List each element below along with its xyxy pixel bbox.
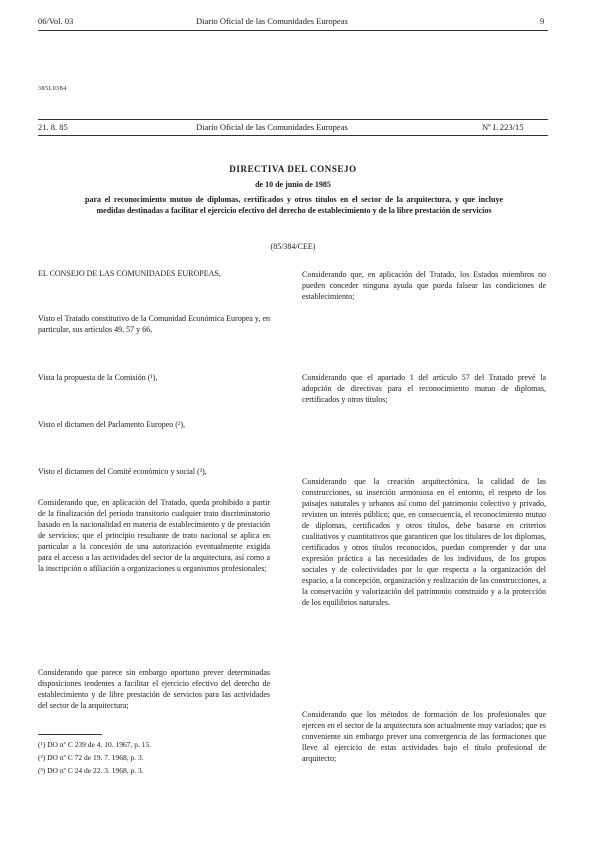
recital-non-discrimination: Considerando que, en aplicación del Tratado, queda prohibido a partir de la finalización del período transitorio cualquier trato discriminatorio basado en la nacionalidad en materia de establecimiento y de prestación de servicios; que el principio resultante de trato nacional se aplica en particular a la concesión de una autorización eventualmente exigida para el acceso a las actividades del sector de la arquitectura, así como a la inscripción o afiliación a organizaciones u organismos profesionales; — [38, 498, 270, 573]
directive-subject: para el reconocimiento mutuo de diplomas, certificados y otros títulos en el sector de la arquitectura, y que incluye medidas destinadas a facilitar el ejercicio efectivo del derecho de establecimiento y de la libre prestación de servicios — [85, 195, 503, 215]
journal-header-rule-bottom — [38, 135, 548, 136]
recital-ecosoc-opinion: Visto el dictamen del Comité económico y social (³), — [38, 467, 207, 476]
running-header-page-number: 9 — [540, 16, 545, 26]
council-heading: EL CONSEJO DE LAS COMUNIDADES EUROPEAS, — [38, 269, 221, 278]
recital-state-aid: Considerando que, en aplicación del Tratado, los Estados miembros no pueden conceder ninguna ayuda que pueda falsear las condiciones de establecimiento; — [302, 270, 546, 301]
recital-commission-proposal: Vista la propuesta de la Comisión (¹), — [38, 373, 158, 382]
directive-title: DIRECTIVA DEL CONSEJO — [229, 164, 357, 174]
recital-architectural-quality: Considerando que la creación arquitectónica, la calidad de las construcciones, su inserción armoniosa en el entorno, el respeto de los paisajes naturales y urbanos así como del patrimonio colectivo y privado, revisten un interés público; que, en consecuencia, el reconocimiento mutuo de diplomas, certificados y otros títulos, debe basarse en criterios cualitativos y cuantitativos que garanticen que los titulares de los diplomas, certificados y otros títulos reconocidos, puedan comprender y dar una expresión práctica a las necesidades de los individuos, de los grupos sociales y de colectividades por lo que respecta a la organización del espacio, a la concepción, organización y realización de las construcciones, a la conservación y valorización del patrimonio construido y a la protección de los equilibrios naturales. — [302, 477, 546, 607]
directive-reference: (85/384/CEE) — [270, 242, 316, 251]
recital-treaty: Visto el Tratado constitutivo de la Comunidad Económica Europea y, en particular, sus artículos 49, 57 y 66, — [38, 314, 270, 334]
journal-date: 21. 8. 85 — [38, 122, 68, 132]
running-header-volume: 06/Vol. 03 — [38, 16, 74, 26]
recital-parliament-opinion: Visto el dictamen del Parlamento Europeo (²), — [38, 420, 185, 429]
recital-article-57: Considerando que el apartado 1 del artículo 57 del Tratado prevé la adopción de directivas para el reconocimiento mutuo de diplomas, certificados y otros títulos; — [302, 373, 546, 404]
running-header-journal: Diario Oficial de las Comunidades Europeas — [196, 16, 348, 26]
footnote-1: (¹) DO nº C 239 de 4. 10. 1967, p. 15. — [38, 740, 152, 749]
document-code: 385L0384 — [38, 86, 67, 92]
footnote-2: (²) DO nº C 72 de 19. 7. 1968, p. 3. — [38, 753, 144, 762]
journal-reference: Nº L 223/15 — [482, 122, 524, 132]
journal-title: Diario Oficial de las Comunidades Europeas — [196, 122, 348, 132]
header-rule — [38, 30, 548, 31]
footnote-rule — [38, 734, 102, 735]
recital-facilitation: Considerando que parece sin embargo oportuno prever determinadas disposiciones tendentes a facilitar el ejercicio efectivo del derecho de establecimiento y de libre prestación de servicios para las actividades del sector de la arquitectura; — [38, 668, 270, 710]
directive-date: de 10 de junio de 1985 — [255, 180, 331, 189]
recital-training-convergence: Considerando que los métodos de formación de los profesionales que ejercen en el sector de la arquitectura son actualmente muy variados; que es conveniente sin embargo prever una convergencia de las formaciones que lleve al ejercicio de estas actividades bajo el título profesional de arquitecto; — [302, 710, 546, 763]
footnote-3: (³) DO nº C 24 de 22. 3. 1968, p. 3. — [38, 766, 144, 775]
journal-header-rule-top — [38, 119, 548, 120]
